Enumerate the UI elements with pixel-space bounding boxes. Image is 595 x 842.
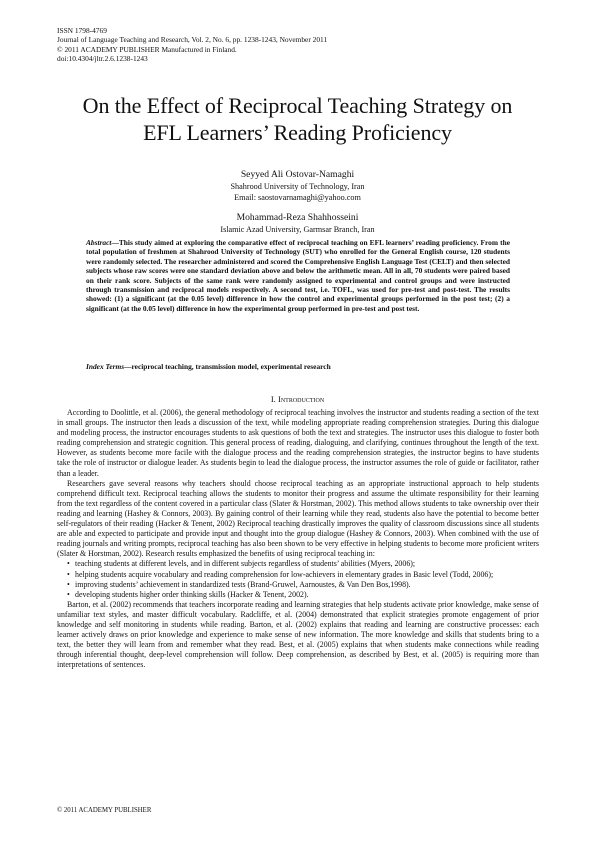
- bullet-item: [57, 590, 539, 600]
- author-block: [0, 168, 595, 243]
- paper-title: [40, 92, 555, 146]
- bullet-text: developing students higher order thinking skills (Hacker & Tenent, 2002).: [75, 589, 309, 599]
- index-terms-text: —reciprocal teaching, transmission model, experimental research: [124, 362, 331, 371]
- index-terms: [86, 362, 510, 371]
- section-heading: [0, 394, 595, 405]
- abstract: [86, 238, 510, 313]
- author-affiliation: Islamic Azad University, Garmsar Branch, Iran: [220, 225, 375, 234]
- section-number: I.: [270, 394, 278, 404]
- abstract-text: —This study aimed at exploring the comparative effect of reciprocal teaching on EFL learners’ reading proficiency. From the total population of freshmen at Shahrood University of Technology (SUT) who enrolled for the General English course, 120 students were randomly selected. The researcher administered and scored the Comprehensive English Language Test (CELT) and then selected subjects whose raw scores were one standard deviation above and below the arithmetic mean. All in all, 70 students were paired based on their rank score. Subjects of the same rank were randomly assigned to experimental and control groups and were instructed through transmission and reciprocal models respectively. A second test, i.e. TOFL, was used for pre-test and post-test. The results showed: (1) a significant (at the 0.05 level) difference in how the control and experimental groups performed in the post test; (2) a significant (at the 0.05 level) difference in how the experimental group performed in pre-test and post test.: [86, 238, 510, 313]
- issn-line: ISSN 1798-4769: [57, 26, 107, 35]
- author-email: Email: saostovarnamaghi@yahoo.com: [234, 193, 361, 202]
- author-2: [0, 211, 595, 235]
- bullet-text: helping students acquire vocabulary and reading comprehension for low-achievers in elementary grades in Basic level (Todd, 2006);: [75, 569, 494, 579]
- abstract-label: Abstract: [86, 238, 112, 247]
- doi-line: doi:10.4304/jltr.2.6.1238-1243: [57, 53, 148, 63]
- bullet-item: [57, 580, 539, 590]
- journal-citation-line: Journal of Language Teaching and Research, Vol. 2, No. 6, pp. 1238-1243, November 2011: [57, 35, 328, 45]
- title-line-2: EFL Learners’ Reading Proficiency: [143, 120, 452, 145]
- copyright-line: © 2011 ACADEMY PUBLISHER Manufactured in Finland.: [57, 44, 237, 54]
- bullet-item: [57, 570, 539, 580]
- section-title: Introduction: [277, 394, 325, 404]
- paragraph-2: Researchers gave several reasons why teachers should choose reciprocal teaching as an appropriate instructional approach to help students comprehend difficult text. Reciprocal teaching allows the students to monitor their progress and assume the ultimate responsibility for their learning from the text regardless of the content covered in a particular class (Slater & Horstman, 2002). This method allows students to take ownership over their reading and learning (Hashey & Connors, 2003). By gaining control of their learning while they read, students also have the potential to become better self-regulators of their reading (Hacker & Tenent, 2002) Reciprocal teaching drastically improves the quality of classroom discussions since all students are able and expected to participate and provide input and thought into the group dialogue (Hashey & Connors, 2003). When combined with the use of reading journals and writing prompts, reciprocal teaching has also been shown to be very effective in helping students to become more proficient writers (Slater & Horstman, 2002). Research results emphasized the benefits of using reciprocal teaching in:: [57, 478, 539, 559]
- title-line-1: On the Effect of Reciprocal Teaching Strategy on: [82, 93, 513, 118]
- bullet-dot-icon: •: [67, 559, 70, 569]
- bullet-dot-icon: •: [67, 569, 70, 579]
- bullet-dot-icon: •: [67, 579, 70, 589]
- bullet-text: improving students’ achievement in standardized tests (Brand-Gruwel, Aarnoustes, & Van Den Bos,1998).: [75, 579, 411, 589]
- journal-header: [57, 26, 527, 63]
- paragraph-3: Barton, et al. (2002) recommends that teachers incorporate reading and learning strategies that help students activate prior knowledge, make sense of unfamiliar text styles, and master difficult vocabulary. Radcliffe, et al. (2004) demonstrated that explicit strategies promote engagement of prior knowledge and self monitoring in students while reading. Barton, et al. (2002) explains that reading and learning are constructive processes: each learner actively draws on prior knowledge and experience to make sense of new information. The more knowledge and skills that students bring to a text, the better they will learn from and remember what they read. Best, et al. (2005) explains that when students make connections while reading through inferential thought, deep-level comprehension will follow. Deep comprehension, as described by Best, et al. (2005) is requiring more than interpretations of sentences.: [57, 599, 539, 670]
- body-text: [57, 408, 539, 670]
- bullet-text: teaching students at different levels, and in different subjects regardless of students’ abilities (Myers, 2006);: [75, 559, 416, 569]
- author-1: [0, 168, 595, 203]
- bullet-item: [57, 559, 539, 569]
- paragraph-1: According to Doolittle, et al. (2006), the general methodology of reciprocal teaching involves the instructor and students reading a section of the text in small groups. The instructor then leads a discussion of the text, while modeling appropriate reading comprehension strategies. During this dialogue and modeling process, the instructor encourages students to ask questions of both the text and strategies. The instructor uses this dialogue to foster both reading comprehension and strategic cognition. This general process of reading, dialoguing, and clarifying, continues throughout the length of the text. However, as students become more facile with the dialogue process and the reading comprehension strategies, the instructor begins to have students take the role of instructor or dialogue leader. As students begin to lead the dialogue process, the instructor assumes the role of guide or facilitator, rather than a leader.: [57, 408, 539, 478]
- author-name: Seyyed Ali Ostovar-Namaghi: [240, 169, 355, 180]
- author-affiliation: Shahrood University of Technology, Iran: [230, 182, 365, 191]
- author-name: Mohammad-Reza Shahhosseini: [236, 212, 359, 223]
- index-terms-label: Index Terms: [86, 362, 125, 371]
- bullet-dot-icon: •: [67, 589, 70, 599]
- page-footer: © 2011 ACADEMY PUBLISHER: [57, 807, 152, 814]
